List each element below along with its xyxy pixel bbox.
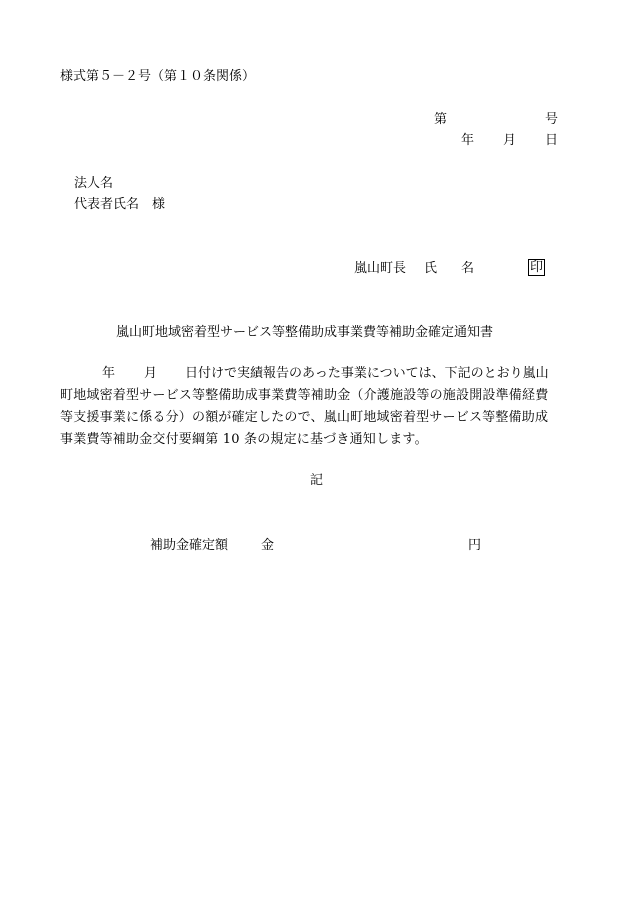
sender-shi: 氏 bbox=[424, 261, 438, 276]
recipient-corp-name: 法人名 bbox=[74, 176, 114, 191]
body-line-2: 町地域密着型サービス等整備助成事業費等補助金（介護施設等の施設開設準備経費 bbox=[60, 388, 549, 403]
sender-mei: 名 bbox=[461, 261, 475, 276]
date-month-label: 月 bbox=[503, 133, 517, 148]
ki-heading: 記 bbox=[310, 473, 324, 488]
body-line-3: 等支援事業に係る分）の額が確定したので、嵐山町地域密着型サービス等整備助成 bbox=[60, 410, 549, 425]
body-month-label: 月 bbox=[144, 366, 158, 381]
form-number: 様式第５－２号（第１０条関係） bbox=[60, 69, 256, 84]
body-line-4: 事業費等補助金交付要綱第 10 条の規定に基づき通知します。 bbox=[60, 432, 428, 447]
date-day-label: 日 bbox=[545, 133, 559, 148]
sender-title: 嵐山町長 bbox=[354, 261, 407, 276]
recipient-representative: 代表者氏名 様 bbox=[74, 197, 166, 212]
amount-yen: 円 bbox=[468, 538, 482, 553]
amount-kin: 金 bbox=[261, 538, 275, 553]
doc-number-prefix: 第 bbox=[434, 112, 448, 127]
body-line-1: 日付けで実績報告のあった事業については、下記のとおり嵐山 bbox=[185, 366, 549, 381]
seal-label: 印 bbox=[530, 260, 544, 275]
seal-mark bbox=[528, 259, 545, 276]
amount-label: 補助金確定額 bbox=[150, 538, 229, 553]
date-year-label: 年 bbox=[461, 133, 475, 148]
document-title: 嵐山町地域密着型サービス等整備助成事業費等補助金確定通知書 bbox=[116, 325, 494, 340]
body-year-label: 年 bbox=[102, 366, 116, 381]
doc-number-suffix: 号 bbox=[545, 112, 559, 127]
